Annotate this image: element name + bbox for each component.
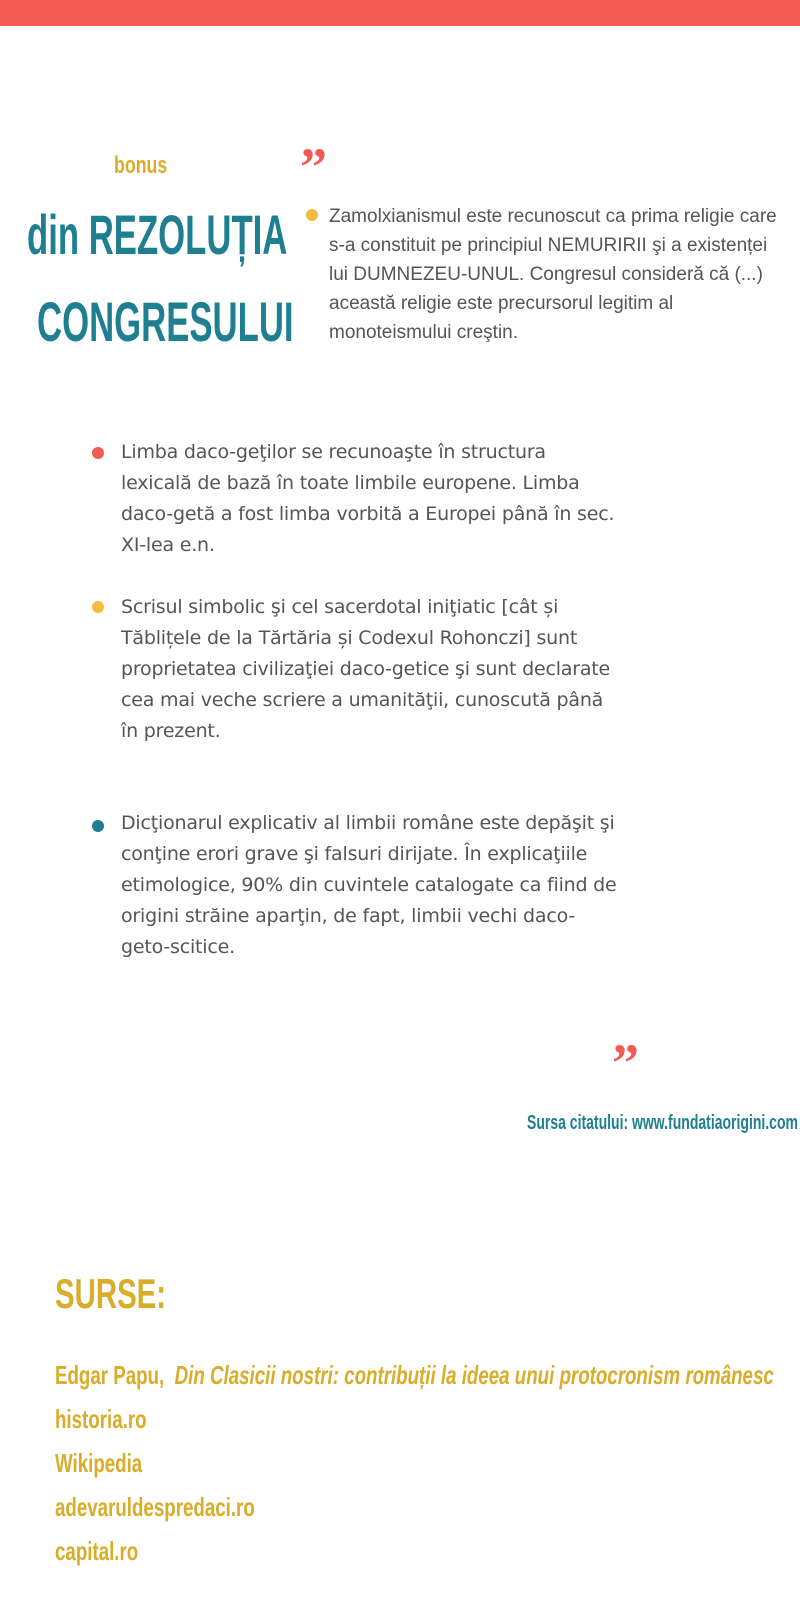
source-item-historia[interactable]: historia.ro [55, 1404, 147, 1434]
top-accent-bar [0, 0, 800, 26]
source-item-capital[interactable]: capital.ro [55, 1536, 139, 1566]
point-3-bullet [92, 820, 104, 832]
bonus-label: bonus [114, 152, 168, 179]
source-author: Edgar Papu, [55, 1360, 165, 1390]
quote-close-mark: ” [612, 1033, 639, 1093]
point-1-bullet [92, 447, 104, 459]
quote-open-mark: ” [300, 137, 327, 197]
source-item-wikipedia[interactable]: Wikipedia [55, 1448, 143, 1478]
page-title-line-2: CONGRESULUI [37, 290, 294, 353]
quote-bullet [306, 209, 318, 221]
source-item-edgar-papu [55, 1360, 774, 1391]
point-3-text: Dicţionarul explicativ al limbii române este depăşit şi conţine erori grave şi falsuri dirijate. În explicaţiile etimologice, 90% din cuvintele catalogate ca fiind de origini străine aparţin, de fapt, limbii vechi daco-geto-scitice. [121, 812, 617, 958]
quote-source-link[interactable]: Sursa citatului: www.fundatiaorigini.com [527, 1112, 798, 1134]
point-2-text: Scrisul simbolic şi cel sacerdotal iniţiatic [cât și Tăblițele de la Tărtăria și Codexul Rohonczi] sunt proprietatea civilizaţiei daco-getice şi sunt declarate cea mai veche scriere a umanităţii, cunoscută până în prezent. [121, 596, 611, 742]
point-2-bullet [92, 601, 104, 613]
resolution-quote-text: Zamolxianismul este recunoscut ca prima religie care s-a constituit pe principiul NEMURIRII şi a existenței lui DUMNEZEU-UNUL. Congresul consideră că (...) această religie este precursorul legitim al monoteismului creştin. [329, 206, 777, 343]
source-item-adevaruldespredaci[interactable]: adevaruldespredaci.ro [55, 1492, 255, 1522]
page-title-line-1: din REZOLUȚIA [27, 203, 288, 266]
source-book-title: Din Clasicii nostri: contribuții la ideea unui protocronism românesc [174, 1360, 774, 1390]
point-1-text: Limba daco-geţilor se recunoaşte în structura lexicală de bază în toate limbile europene. Limba daco-getă a fost limba vorbită a Europei până în sec. XI-lea e.n. [121, 441, 615, 556]
sources-heading: SURSE: [55, 1270, 167, 1317]
